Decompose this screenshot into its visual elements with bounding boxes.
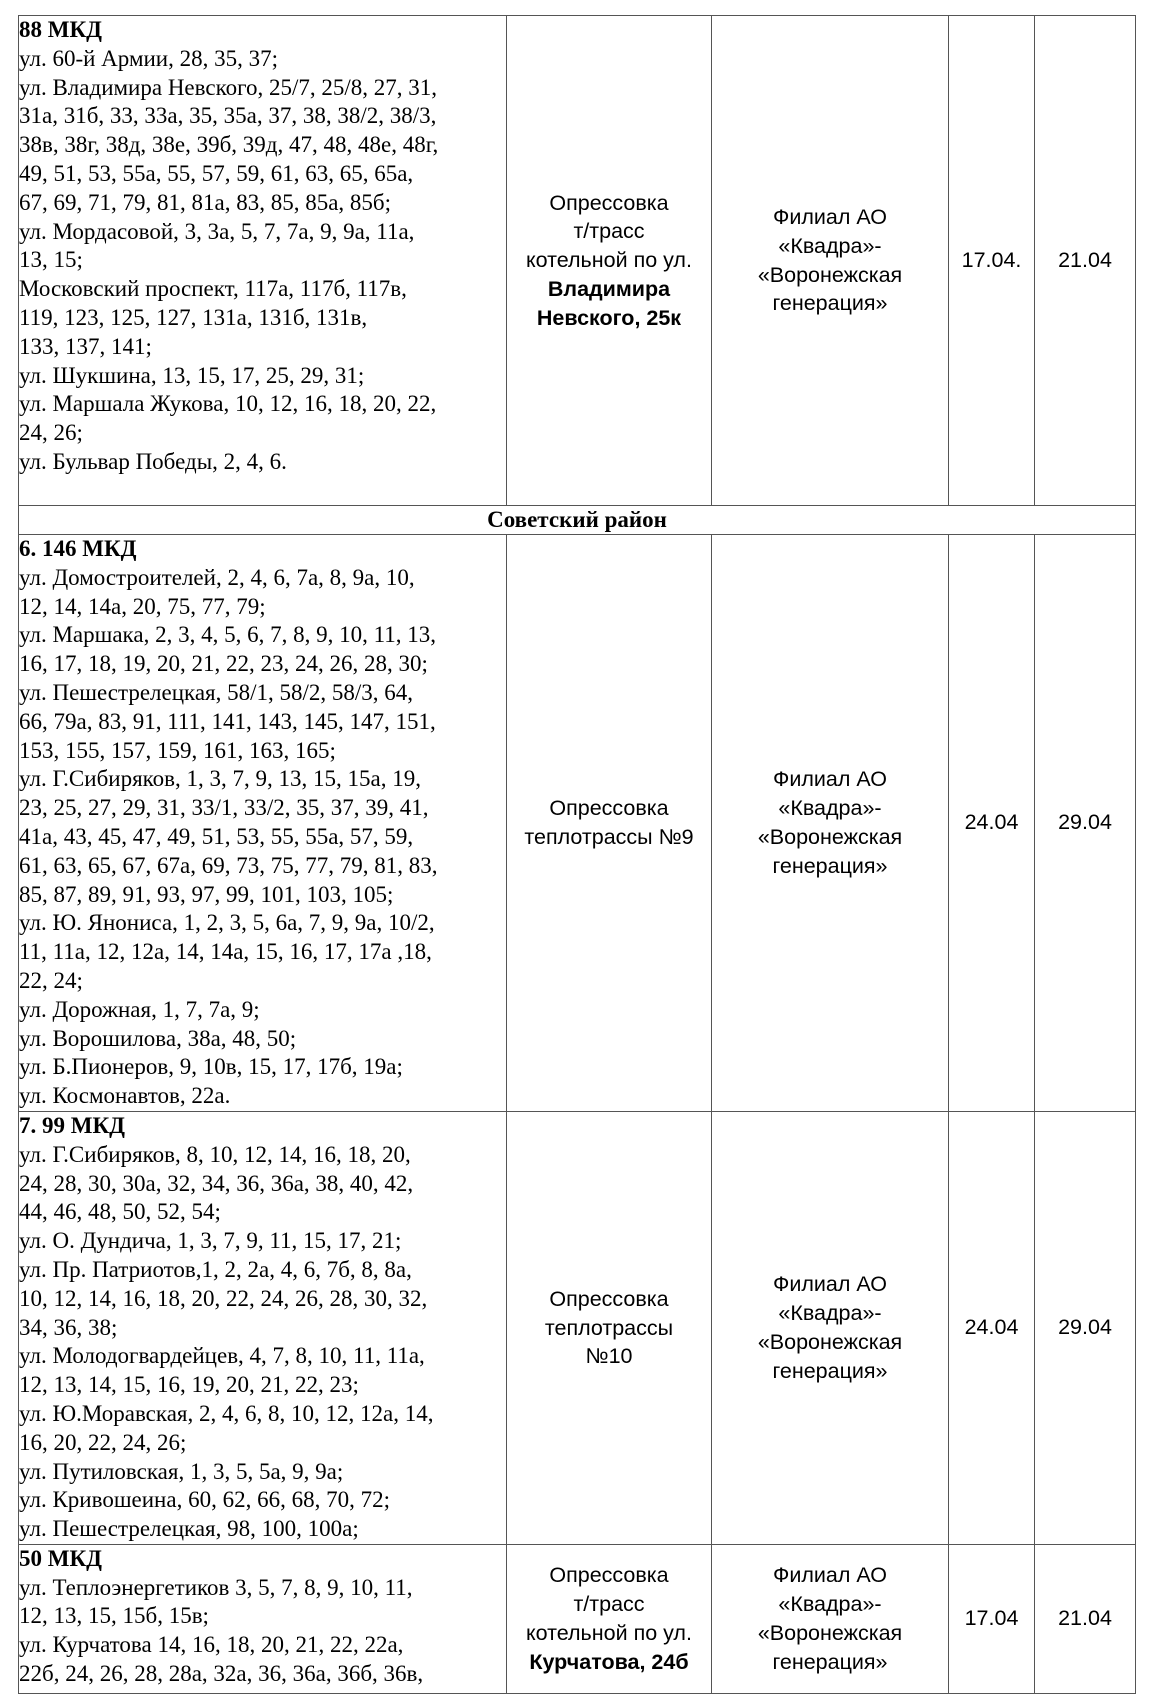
address-line: ул. Шукшина, 13, 15, 17, 25, 29, 31;	[19, 362, 365, 388]
work-location-bold: Владимира	[547, 276, 671, 301]
address-line: 22, 24;	[19, 967, 83, 993]
address-line: ул. Курчатова 14, 16, 18, 20, 21, 22, 22а,	[19, 1632, 404, 1658]
address-cell	[19, 16, 507, 506]
address-line: ул. Ворошилова, 38а, 48, 50;	[19, 1025, 297, 1051]
address-line: 61, 63, 65, 67, 67а, 69, 73, 75, 77, 79, 81, 83,	[19, 852, 438, 878]
address-line: 12, 13, 15, 15б, 15в;	[19, 1603, 209, 1629]
org-line: «Воронежская	[757, 262, 903, 287]
org-line: «Квадра»-	[778, 1301, 882, 1326]
address-line: 23, 25, 27, 29, 31, 33/1, 33/2, 35, 37, 39, 41,	[19, 795, 429, 821]
address-line: 133, 137, 141;	[19, 333, 152, 359]
building-count-heading: 88 МКД	[19, 17, 102, 42]
address-line: 12, 14, 14а, 20, 75, 77, 79;	[19, 593, 266, 619]
org-line: «Квадра»-	[778, 1592, 882, 1617]
org-line: генерация»	[772, 291, 888, 316]
district-title: Советский район	[19, 506, 1136, 535]
address-line: ул. Б.Пионеров, 9, 10в, 15, 17, 17б, 19а;	[19, 1054, 403, 1080]
address-line: 24, 26;	[19, 420, 83, 446]
work-line: котельной по ул.	[526, 1620, 692, 1645]
work-line: котельной по ул.	[526, 248, 692, 273]
work-type-cell	[507, 535, 712, 1112]
address-line: 66, 79а, 83, 91, 111, 141, 143, 145, 147, 151,	[19, 708, 436, 734]
work-location-bold: Курчатова, 24б	[529, 1649, 689, 1674]
organization-cell	[712, 535, 949, 1112]
address-cell	[19, 535, 507, 1112]
address-line: 22б, 24, 26, 28, 28а, 32а, 36, 36а, 36б, 36в,	[19, 1661, 424, 1687]
address-line: 16, 20, 22, 24, 26;	[19, 1429, 187, 1455]
org-line: Филиал АО	[773, 1563, 887, 1588]
work-type-cell	[507, 1111, 712, 1544]
address-line: 13, 15;	[19, 247, 83, 273]
org-line: Филиал АО	[773, 767, 887, 792]
start-date: 17.04	[949, 1544, 1035, 1693]
address-line: ул. Путиловская, 1, 3, 5, 5а, 9, 9а;	[19, 1458, 344, 1484]
table-row	[19, 1111, 1136, 1544]
start-date: 24.04	[949, 535, 1035, 1112]
work-line: Опрессовка	[549, 796, 669, 821]
work-type-cell	[507, 1544, 712, 1693]
building-count-heading: 6. 146 МКД	[19, 536, 137, 561]
org-line: Филиал АО	[773, 204, 887, 229]
building-count-heading: 7. 99 МКД	[19, 1112, 125, 1138]
address-line: 153, 155, 157, 159, 161, 163, 165;	[19, 737, 336, 763]
address-line: Московский проспект, 117а, 117б, 117в,	[19, 276, 407, 302]
organization-cell	[712, 16, 949, 506]
work-line: теплотрассы	[544, 1315, 674, 1340]
start-date: 17.04.	[949, 16, 1035, 506]
end-date: 21.04	[1035, 16, 1136, 506]
address-line: 34, 36, 38;	[19, 1314, 118, 1340]
address-line: 31а, 31б, 33, 33а, 35, 35а, 37, 38, 38/2, 38/3,	[19, 103, 437, 129]
address-cell	[19, 1544, 507, 1693]
org-line: генерация»	[772, 1358, 888, 1383]
address-cell	[19, 1111, 507, 1544]
address-line: ул. Дорожная, 1, 7, 7а, 9;	[19, 996, 260, 1022]
address-line: 24, 28, 30, 30а, 32, 34, 36, 36а, 38, 40, 42,	[19, 1170, 414, 1196]
address-line: ул. Пешестрелецкая, 58/1, 58/2, 58/3, 64,	[19, 679, 414, 705]
org-line: генерация»	[772, 1649, 888, 1674]
address-line: ул. Маршака, 2, 3, 4, 5, 6, 7, 8, 9, 10, 11, 13,	[19, 622, 436, 648]
address-line: ул. Пр. Патриотов,1, 2, 2а, 4, 6, 7б, 8, 8а,	[19, 1256, 412, 1282]
work-line: т/трасс	[573, 1592, 645, 1617]
address-line: ул. Космонавтов, 22а.	[19, 1083, 231, 1109]
org-line: «Воронежская	[757, 824, 903, 849]
work-line: т/трасс	[573, 219, 645, 244]
address-line: ул. Владимира Невского, 25/7, 25/8, 27, 31,	[19, 74, 437, 100]
address-line: ул. Бульвар Победы, 2, 4, 6.	[19, 448, 287, 474]
work-line: Опрессовка	[549, 190, 669, 215]
organization-cell	[712, 1111, 949, 1544]
address-line: ул. Маршала Жукова, 10, 12, 16, 18, 20, 22,	[19, 391, 437, 417]
address-line: 12, 13, 14, 15, 16, 19, 20, 21, 22, 23;	[19, 1372, 359, 1398]
org-line: «Воронежская	[757, 1620, 903, 1645]
organization-cell	[712, 1544, 949, 1693]
table-row	[19, 16, 1136, 506]
address-line: 119, 123, 125, 127, 131а, 131б, 131в,	[19, 304, 368, 330]
address-line: ул. Теплоэнергетиков 3, 5, 7, 8, 9, 10, 11,	[19, 1574, 413, 1600]
district-row	[19, 506, 1136, 535]
address-line: 49, 51, 53, 55а, 55, 57, 59, 61, 63, 65, 65а,	[19, 160, 414, 186]
address-line: ул. О. Дундича, 1, 3, 7, 9, 11, 15, 17, 21;	[19, 1228, 402, 1254]
work-line: Опрессовка	[549, 1286, 669, 1311]
work-location-bold: Невского, 25к	[536, 305, 682, 330]
work-line: теплотрассы №9	[524, 824, 694, 849]
end-date: 29.04	[1035, 535, 1136, 1112]
outage-schedule-table	[18, 15, 1136, 1694]
address-line: 38в, 38г, 38д, 38е, 39б, 39д, 47, 48, 48е, 48г,	[19, 132, 439, 158]
work-type-cell	[507, 16, 712, 506]
org-line: «Квадра»-	[778, 796, 882, 821]
document-page	[18, 15, 1135, 1694]
address-line: 85, 87, 89, 91, 93, 97, 99, 101, 103, 105;	[19, 881, 394, 907]
building-count-heading: 50 МКД	[19, 1545, 102, 1571]
table-row	[19, 535, 1136, 1112]
address-line: 11, 11а, 12, 12а, 14, 14а, 15, 16, 17, 17а ,18,	[19, 939, 432, 965]
org-line: «Воронежская	[757, 1329, 903, 1354]
address-line: ул. Кривошеина, 60, 62, 66, 68, 70, 72;	[19, 1487, 390, 1513]
work-line: №10	[585, 1344, 633, 1369]
address-line: ул. Пешестрелецкая, 98, 100, 100а;	[19, 1516, 359, 1542]
org-line: генерация»	[772, 853, 888, 878]
address-line: ул. Мордасовой, 3, 3а, 5, 7, 7а, 9, 9а, 11а,	[19, 218, 415, 244]
work-line: Опрессовка	[549, 1563, 669, 1588]
address-line: 67, 69, 71, 79, 81, 81а, 83, 85, 85а, 85б;	[19, 189, 392, 215]
end-date: 21.04	[1035, 1544, 1136, 1693]
address-line: ул. Ю. Янониса, 1, 2, 3, 5, 6а, 7, 9, 9а, 10/2,	[19, 910, 435, 936]
address-line: ул. Г.Сибиряков, 1, 3, 7, 9, 13, 15, 15а, 19,	[19, 766, 421, 792]
address-line: ул. Домостроителей, 2, 4, 6, 7а, 8, 9а, 10,	[19, 564, 415, 590]
end-date: 29.04	[1035, 1111, 1136, 1544]
address-line: ул. 60-й Армии, 28, 35, 37;	[19, 45, 279, 71]
address-line: ул. Г.Сибиряков, 8, 10, 12, 14, 16, 18, 20,	[19, 1141, 411, 1167]
org-line: «Квадра»-	[778, 233, 882, 258]
address-line: 16, 17, 18, 19, 20, 21, 22, 23, 24, 26, 28, 30;	[19, 651, 428, 677]
address-line: ул. Молодогвардейцев, 4, 7, 8, 10, 11, 11а,	[19, 1343, 425, 1369]
address-line: ул. Ю.Моравская, 2, 4, 6, 8, 10, 12, 12а, 14,	[19, 1400, 434, 1426]
address-line: 44, 46, 48, 50, 52, 54;	[19, 1199, 221, 1225]
start-date: 24.04	[949, 1111, 1035, 1544]
address-line: 41а, 43, 45, 47, 49, 51, 53, 55, 55а, 57, 59,	[19, 823, 414, 849]
org-line: Филиал АО	[773, 1272, 887, 1297]
address-line: 10, 12, 14, 16, 18, 20, 22, 24, 26, 28, 30, 32,	[19, 1285, 428, 1311]
table-row	[19, 1544, 1136, 1693]
